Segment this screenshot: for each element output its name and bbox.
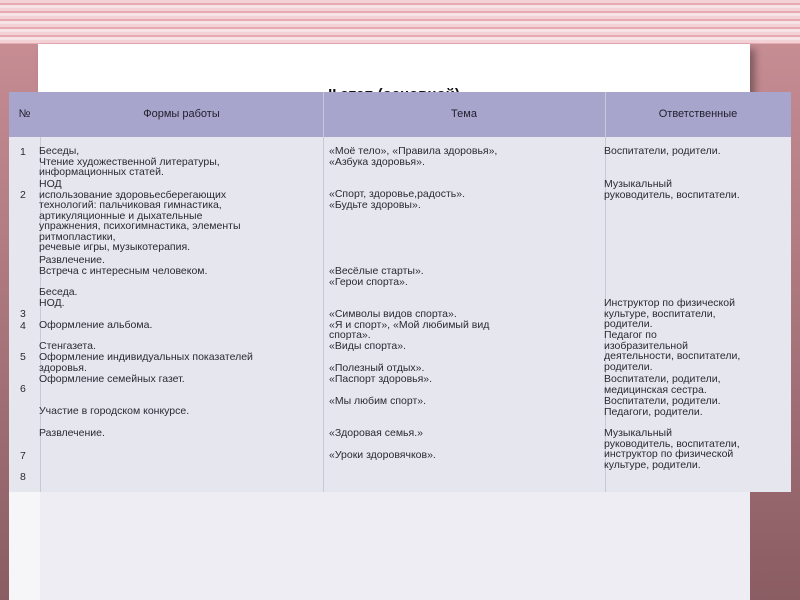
- theme-item: «Уроки здоровячков».: [329, 449, 436, 461]
- responsible-item: Воспитатели, родители.: [604, 145, 721, 157]
- responsible-item: Музыкальный руководитель, воспитатели.: [604, 178, 740, 201]
- forms-item: Беседа.: [39, 286, 78, 298]
- responsible-item: Музыкальный руководитель, воспитатели, инструктор по физической культуре, родители.: [604, 427, 740, 471]
- forms-item: НОД использование здоровьесберегающих технологий: пальчиковая гимнастика, артикуляционные и дыхательные упражнения, психогимнастика, элементы ритмопластики, речевые игры, музыкотерапия.: [39, 178, 241, 253]
- forms-item: НОД.: [39, 297, 65, 309]
- forms-item: Развлечение.: [39, 427, 105, 439]
- forms-item: Стенгазета.: [39, 340, 96, 352]
- header-responsible: Ответственные: [658, 108, 738, 120]
- forms-item: Участие в городском конкурсе.: [39, 405, 190, 417]
- responsible-item: Инструктор по физической культуре, воспитатели, родители.: [604, 297, 735, 330]
- forms-item: Оформление индивидуальных показателей здоровья.: [39, 351, 253, 374]
- forms-item: Оформление семейных газет.: [39, 373, 185, 385]
- theme-item: «Моё тело», «Правила здоровья», «Азбука здоровья».: [329, 145, 498, 168]
- theme-item: «Полезный отдых». «Паспорт здоровья».: [329, 362, 433, 385]
- responsible-item: Воспитатели, родители. Педагоги, родители.: [604, 395, 721, 418]
- theme-item: «Мы любим спорт».: [329, 395, 427, 407]
- row-number: 6: [20, 383, 26, 395]
- header-theme: Тема: [451, 108, 477, 120]
- row-number: 1: [20, 146, 26, 158]
- row-number: 7: [20, 450, 26, 462]
- table-header: [9, 92, 791, 137]
- title-panel: [38, 44, 750, 96]
- row-number: 5: [20, 351, 26, 363]
- header-number: №: [18, 108, 31, 120]
- row-number: 3: [20, 308, 26, 320]
- row-number: 8: [20, 471, 26, 483]
- forms-item: Развлечение.: [39, 254, 105, 266]
- theme-item: «Виды спорта».: [329, 340, 406, 352]
- row-number: 2: [20, 189, 26, 201]
- theme-item: «Спорт, здоровье,радость». «Будьте здоровы».: [329, 188, 466, 211]
- column-divider: [323, 92, 324, 492]
- forms-item: Оформление альбома.: [39, 319, 153, 331]
- forms-item: Беседы, Чтение художественной литературы, информационных статей.: [39, 145, 220, 178]
- theme-item: «Весёлые старты». «Герои спорта».: [329, 265, 424, 288]
- header-forms: Формы работы: [143, 108, 220, 120]
- theme-item: «Символы видов спорта». «Я и спорт», «Мой любимый вид спорта».: [329, 308, 490, 341]
- row-number: 4: [20, 320, 26, 332]
- forms-item: Встреча с интересным человеком.: [39, 265, 208, 277]
- responsible-item: Педагог по изобразительной деятельности, воспитатели, родители.: [604, 329, 741, 373]
- responsible-item: Воспитатели, родители, медицинская сестра.: [604, 373, 721, 396]
- theme-item: «Здоровая семья.»: [329, 427, 423, 439]
